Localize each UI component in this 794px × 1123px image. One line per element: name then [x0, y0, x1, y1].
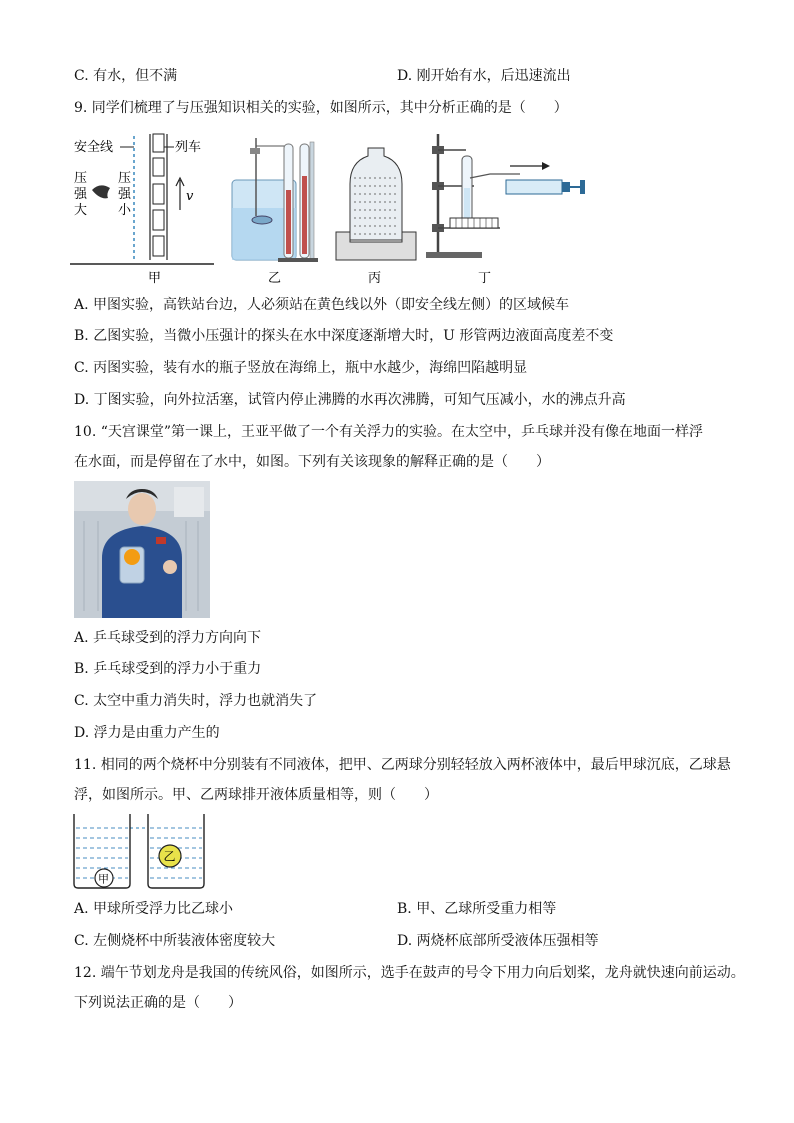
left-label-3: 大 — [74, 203, 88, 218]
q10-stem-line-2: 在水面，而是停留在了水中，如图。下列有关该现象的解释正确的是（ ） — [74, 454, 550, 470]
q11-figure — [70, 812, 210, 892]
q10-option-a: A. 乒乓球受到的浮力方向向下 — [74, 630, 262, 646]
q10-photo — [74, 481, 210, 618]
q11-option-d: D. 两烧杯底部所受液体压强相等 — [397, 933, 599, 949]
train-label: 列车 — [175, 140, 202, 155]
q11-option-b: B. 甲、乙球所受重力相等 — [397, 901, 557, 917]
q11-stem-line-2: 浮，如图所示。甲、乙两球排开液体质量相等，则（ ） — [74, 787, 438, 803]
left-label-1: 压 — [74, 171, 88, 186]
q9-option-a: A. 甲图实验，高铁站台边，人必须站在黄色线以外（即安全线左侧）的区域候车 — [74, 297, 570, 313]
figure-ding — [426, 134, 585, 286]
figure-jia — [70, 134, 214, 286]
left-beaker — [74, 814, 130, 888]
q11-option-a: A. 甲球所受浮力比乙球小 — [74, 901, 234, 917]
right-label-3: 小 — [118, 203, 132, 218]
caption-bing: 丙 — [368, 271, 382, 286]
q11-option-c: C. 左侧烧杯中所装液体密度较大 — [74, 933, 276, 949]
person-icon — [92, 185, 110, 198]
velocity-label: v — [186, 189, 194, 204]
q9-option-c: C. 丙图实验，装有水的瓶子竖放在海绵上，瓶中水越少，海绵凹陷越明显 — [74, 360, 528, 376]
ping-pong-ball — [124, 549, 140, 565]
figure-yi — [232, 138, 318, 286]
q9-option-b: B. 乙图实验，当微小压强计的探头在水中深度逐渐增大时，U 形管两边液面高度差不变 — [74, 328, 614, 344]
q12-stem-line-1: 12. 端午节划龙舟是我国的传统风俗，如图所示，选手在鼓声的号令下用力向后划桨，龙舟就快速向前运动。 — [74, 965, 745, 981]
q12-stem-line-2: 下列说法正确的是（ ） — [74, 995, 242, 1011]
q10-option-c: C. 太空中重力消失时，浮力也就消失了 — [74, 693, 318, 709]
right-label-1: 压 — [118, 171, 132, 186]
q9-stem: 9. 同学们梳理了与压强知识相关的实验，如图所示，其中分析正确的是（ ） — [74, 100, 568, 116]
q10-option-d: D. 浮力是由重力产生的 — [74, 725, 220, 741]
q8-option-d: D. 刚开始有水，后迅速流出 — [397, 68, 571, 84]
right-label-2: 强 — [118, 187, 132, 202]
q9-option-d: D. 丁图实验，向外拉活塞，试管内停止沸腾的水再次沸腾，可知气压减小，水的沸点升高 — [74, 392, 626, 408]
q11-stem-line-1: 11. 相同的两个烧杯中分别装有不同液体，把甲、乙两球分别轻轻放入两杯液体中，最后甲球沉底，乙球悬 — [74, 757, 731, 773]
caption-yi: 乙 — [268, 271, 282, 286]
ball-yi-label: 乙 — [163, 849, 176, 864]
caption-jia: 甲 — [148, 271, 162, 286]
q10-stem-line-1: 10. “天宫课堂”第一课上，王亚平做了一个有关浮力的实验。在太空中，乒乓球并没有像在地面一样浮 — [74, 424, 704, 440]
q8-option-c: C. 有水，但不满 — [74, 68, 178, 84]
figure-bing — [336, 148, 416, 286]
right-beaker — [148, 814, 204, 888]
caption-ding: 丁 — [478, 271, 492, 286]
q10-option-b: B. 乒乓球受到的浮力小于重力 — [74, 661, 262, 677]
ball-jia-label: 甲 — [98, 872, 109, 886]
astronaut-face — [128, 493, 156, 525]
left-label-2: 强 — [74, 187, 88, 202]
q9-figure — [70, 128, 590, 288]
safety-line-label: 安全线 — [74, 140, 114, 155]
flag-patch — [156, 537, 166, 544]
